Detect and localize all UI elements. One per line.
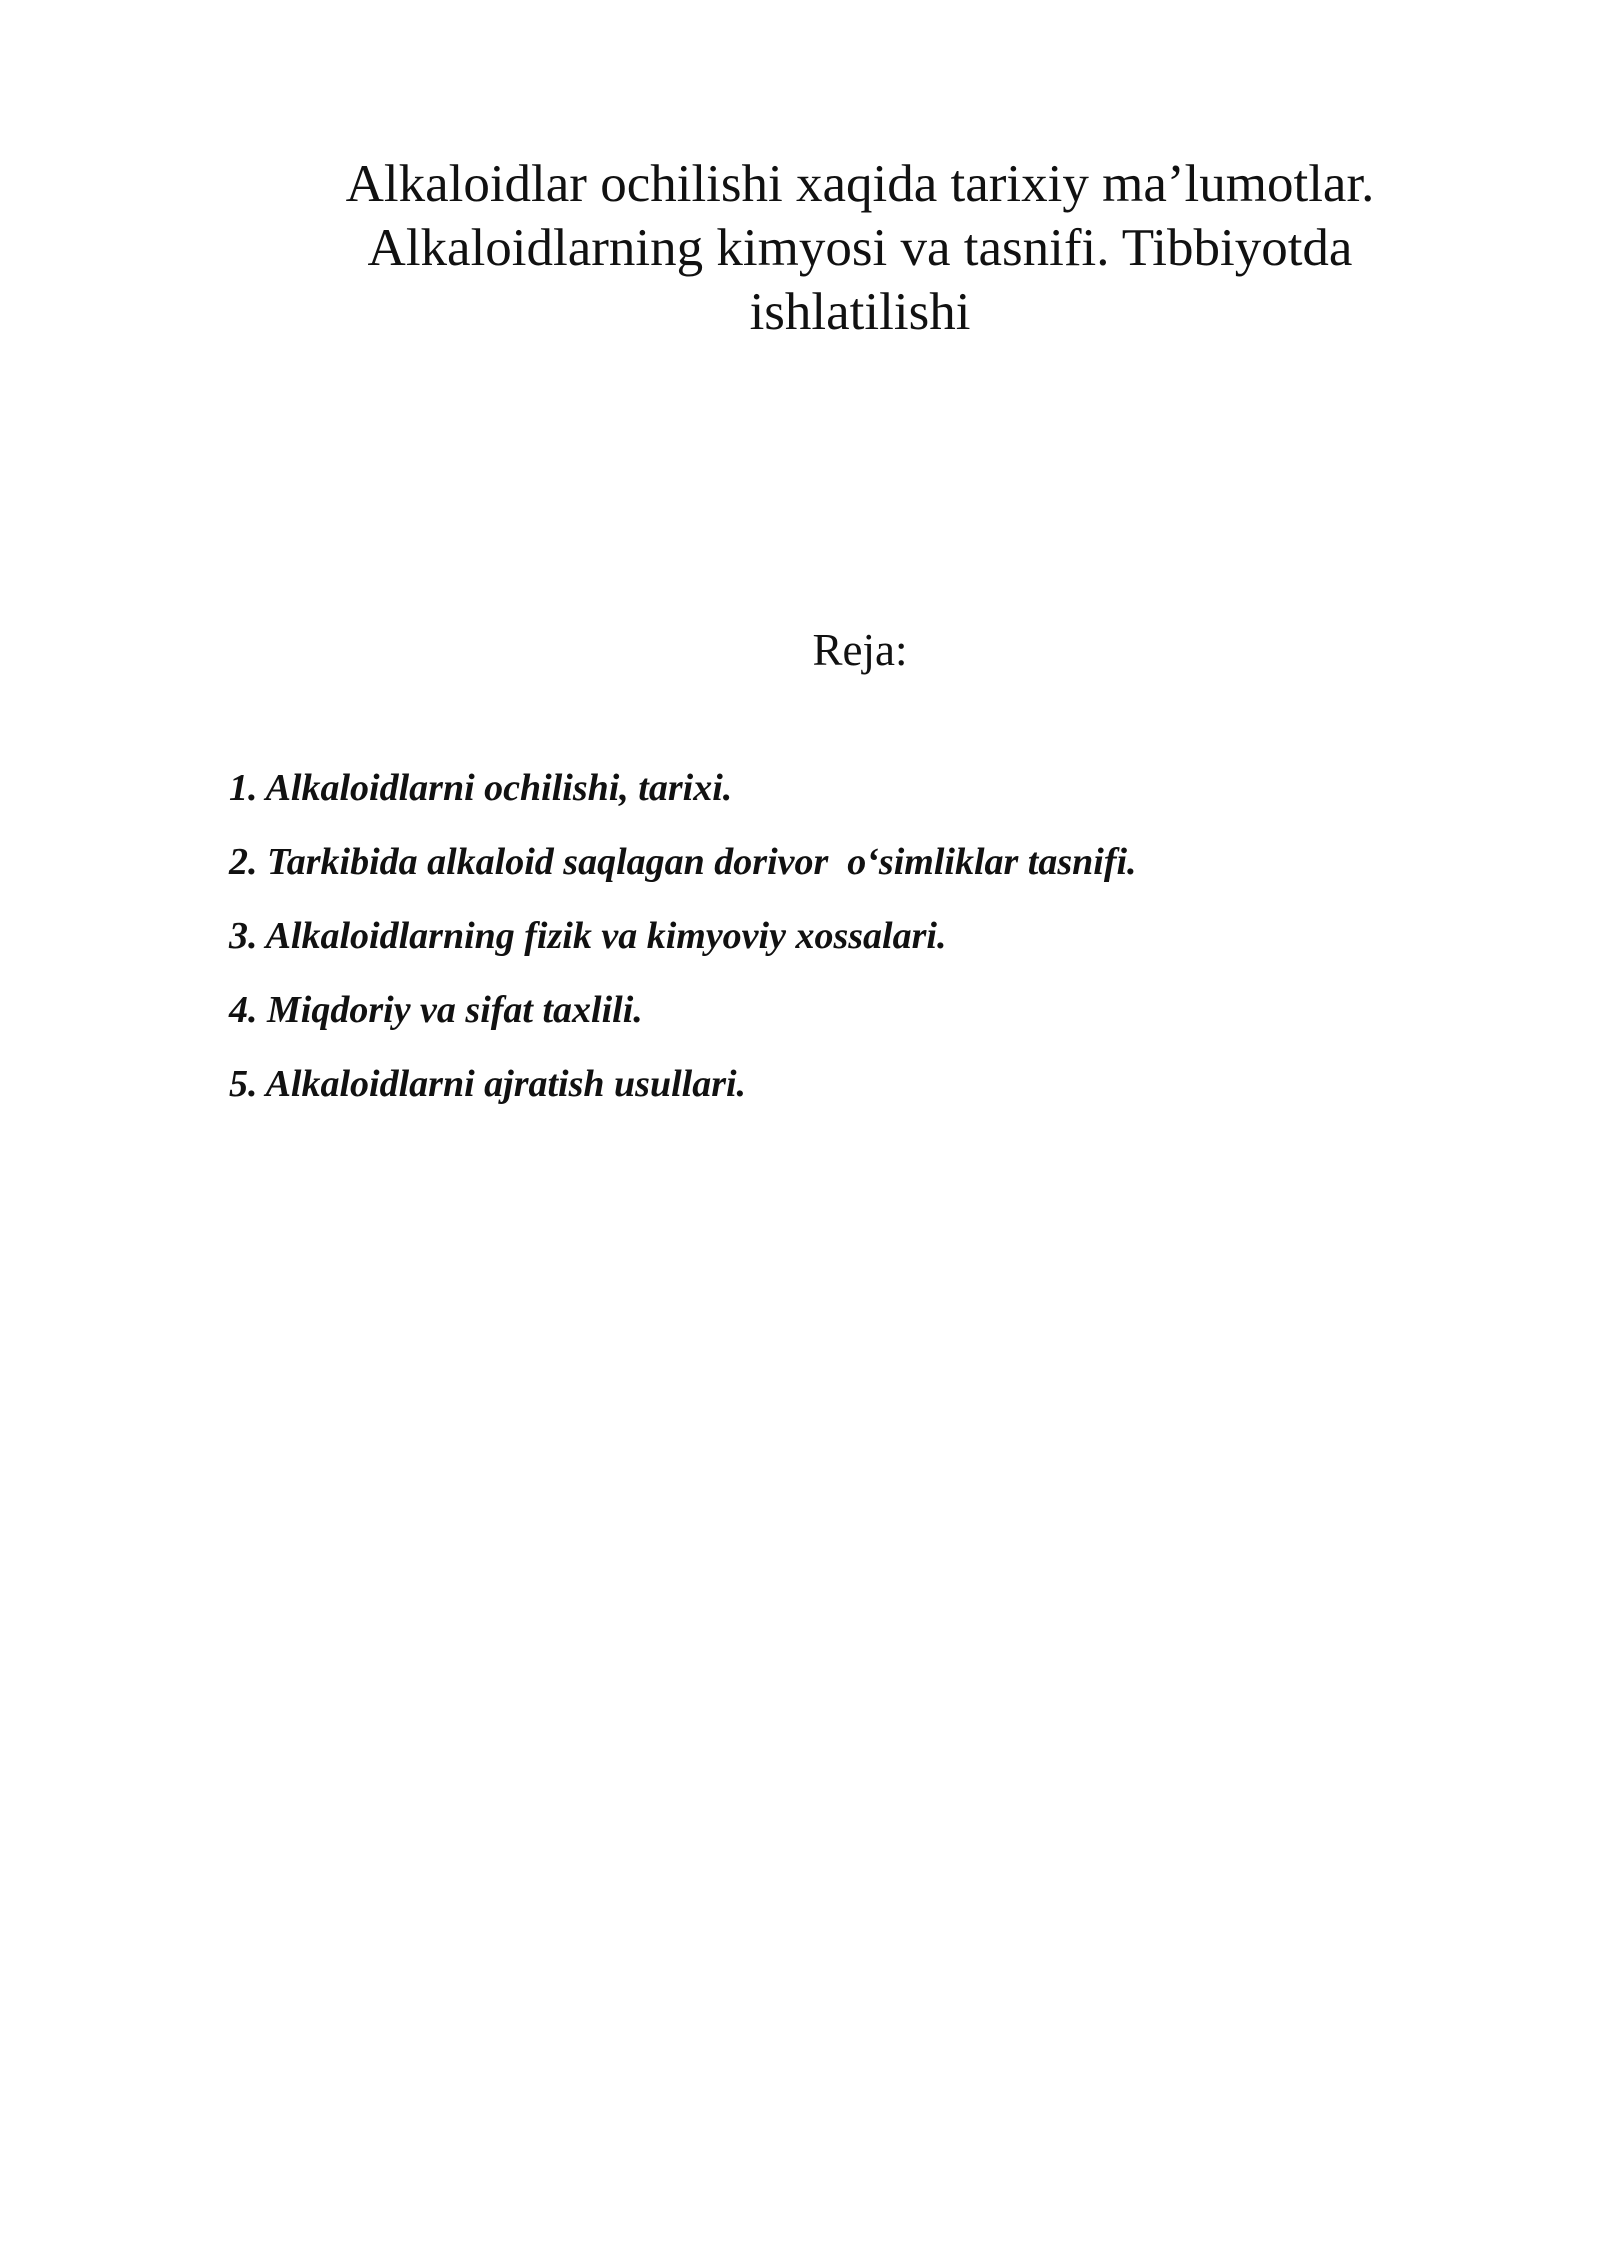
title-line: ishlatilishi [749,283,971,341]
plan-item: 2. Tarkibida alkaloid saqlagan dorivor o‘simliklar tasnifi. [229,841,1137,883]
plan-heading: Reja: [812,625,908,675]
title-line: Alkaloidlar ochilishi xaqida tarixiy ma’lumotlar. [345,155,1375,213]
plan-item: 4. Miqdoriy va sifat taxlili. [229,989,643,1031]
title-line: Alkaloidlarning kimyosi va tasnifi. Tibbiyotda [367,219,1353,277]
plan-item: 3. Alkaloidlarning fizik va kimyoviy xossalari. [229,915,947,957]
document-title [230,152,1490,344]
plan-item: 1. Alkaloidlarni ochilishi, tarixi. [229,767,733,809]
plan-list [229,764,1479,1134]
plan-item: 5. Alkaloidlarni ajratish usullari. [229,1063,747,1105]
